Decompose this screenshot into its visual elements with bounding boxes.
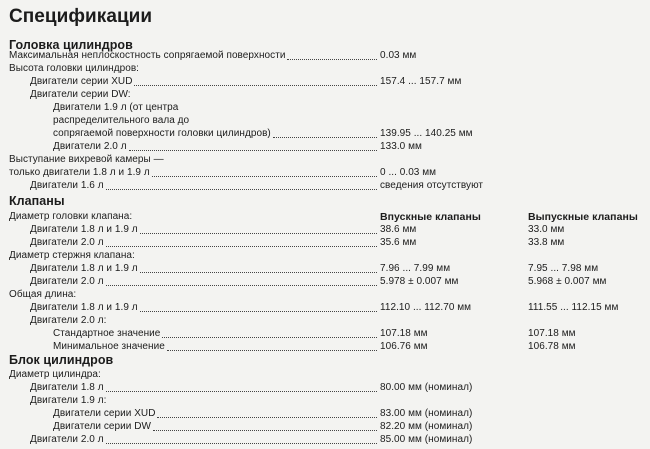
spec-value: 85.00 мм (номинал) <box>380 434 473 445</box>
page-title: Спецификации <box>9 6 153 27</box>
dot-leader <box>157 417 377 418</box>
spec-label: Общая длина: <box>9 289 77 300</box>
dot-leader <box>153 430 377 431</box>
spec-value: 80.00 мм (номинал) <box>380 382 473 393</box>
spec-label: Двигатели 2.0 л <box>30 276 104 287</box>
spec-label: Двигатели 2.0 л <box>53 141 127 152</box>
spec-value: сведения отсутствуют <box>380 180 484 191</box>
spec-label: Диаметр стержня клапана: <box>9 250 135 261</box>
dot-leader <box>162 337 377 338</box>
dot-leader <box>134 85 377 86</box>
dot-leader <box>140 272 377 273</box>
spec-value: 0 ... 0.03 мм <box>380 167 437 178</box>
spec-label: сопрягаемой поверхности головки цилиндров) <box>53 128 271 139</box>
spec-label: только двигатели 1.8 л и 1.9 л <box>9 167 150 178</box>
spec-label: Двигатели 1.8 л <box>30 382 104 393</box>
spec-value-exhaust: 7.95 ... 7.98 мм <box>528 263 599 274</box>
spec-label: Двигатели серии XUD <box>30 76 133 87</box>
spec-label: Двигатели 1.8 л и 1.9 л <box>30 302 138 313</box>
dot-leader <box>152 176 377 177</box>
dot-leader <box>287 59 377 60</box>
spec-value: 83.00 мм (номинал) <box>380 408 473 419</box>
spec-value: 5.978 ± 0.007 мм <box>380 276 459 287</box>
spec-label: Диаметр головки клапана: <box>9 211 133 222</box>
dot-leader <box>273 137 377 138</box>
spec-value-exhaust: 33.0 мм <box>528 224 565 235</box>
spec-value: 112.10 ... 112.70 мм <box>380 302 472 313</box>
dot-leader <box>140 311 377 312</box>
dot-leader <box>129 150 377 151</box>
spec-label: Двигатели серии DW <box>53 421 151 432</box>
dot-leader <box>106 285 377 286</box>
spec-label: Высота головки цилиндров: <box>9 63 140 74</box>
spec-value-exhaust: 5.968 ± 0.007 мм <box>528 276 607 287</box>
spec-label: Двигатели 2.0 л: <box>30 315 107 326</box>
spec-label: Стандартное значение <box>53 328 161 339</box>
spec-label: Двигатели 1.8 л и 1.9 л <box>30 263 138 274</box>
spec-label: Максимальная неплоскостность сопрягаемой поверхности <box>9 50 286 61</box>
section-heading: Блок цилиндров <box>9 353 114 367</box>
column-header-exhaust: Выпускные клапаны <box>528 211 638 223</box>
spec-label: Выступание вихревой камеры — <box>9 154 164 165</box>
spec-label: Двигатели серии XUD <box>53 408 156 419</box>
dot-leader <box>106 246 377 247</box>
spec-label: Двигатели 1.8 л и 1.9 л <box>30 224 138 235</box>
spec-value: 35.6 мм <box>380 237 417 248</box>
spec-value-exhaust: 33.8 мм <box>528 237 565 248</box>
spec-label: Диаметр цилиндра: <box>9 369 101 380</box>
spec-label: распределительного вала до <box>53 115 190 126</box>
spec-value: 139.95 ... 140.25 мм <box>380 128 473 139</box>
dot-leader <box>106 443 377 444</box>
spec-value: 107.18 мм <box>380 328 428 339</box>
dot-leader <box>106 391 377 392</box>
spec-label: Двигатели 2.0 л <box>30 434 104 445</box>
spec-value: 133.0 мм <box>380 141 422 152</box>
section-heading: Клапаны <box>9 194 65 208</box>
spec-label: Двигатели 2.0 л <box>30 237 104 248</box>
spec-value-exhaust: 107.18 мм <box>528 328 576 339</box>
spec-value: 157.4 ... 157.7 мм <box>380 76 462 87</box>
spec-label: Двигатели 1.9 л (от центра <box>53 102 179 113</box>
dot-leader <box>140 233 377 234</box>
dot-leader <box>167 350 377 351</box>
spec-value: 82.20 мм (номинал) <box>380 421 473 432</box>
spec-value: 106.76 мм <box>380 341 428 352</box>
section-heading: Головка цилиндров <box>9 38 133 52</box>
spec-value: 7.96 ... 7.99 мм <box>380 263 451 274</box>
spec-value-exhaust: 111.55 ... 112.15 мм <box>528 302 619 313</box>
dot-leader <box>106 189 377 190</box>
spec-value: 0.03 мм <box>380 50 417 61</box>
spec-label: Минимальное значение <box>53 341 165 352</box>
spec-value: 38.6 мм <box>380 224 417 235</box>
spec-label: Двигатели серии DW: <box>30 89 131 100</box>
spec-label: Двигатели 1.6 л <box>30 180 104 191</box>
column-header-intake: Впускные клапаны <box>380 211 481 223</box>
spec-label: Двигатели 1.9 л: <box>30 395 107 406</box>
spec-value-exhaust: 106.78 мм <box>528 341 576 352</box>
